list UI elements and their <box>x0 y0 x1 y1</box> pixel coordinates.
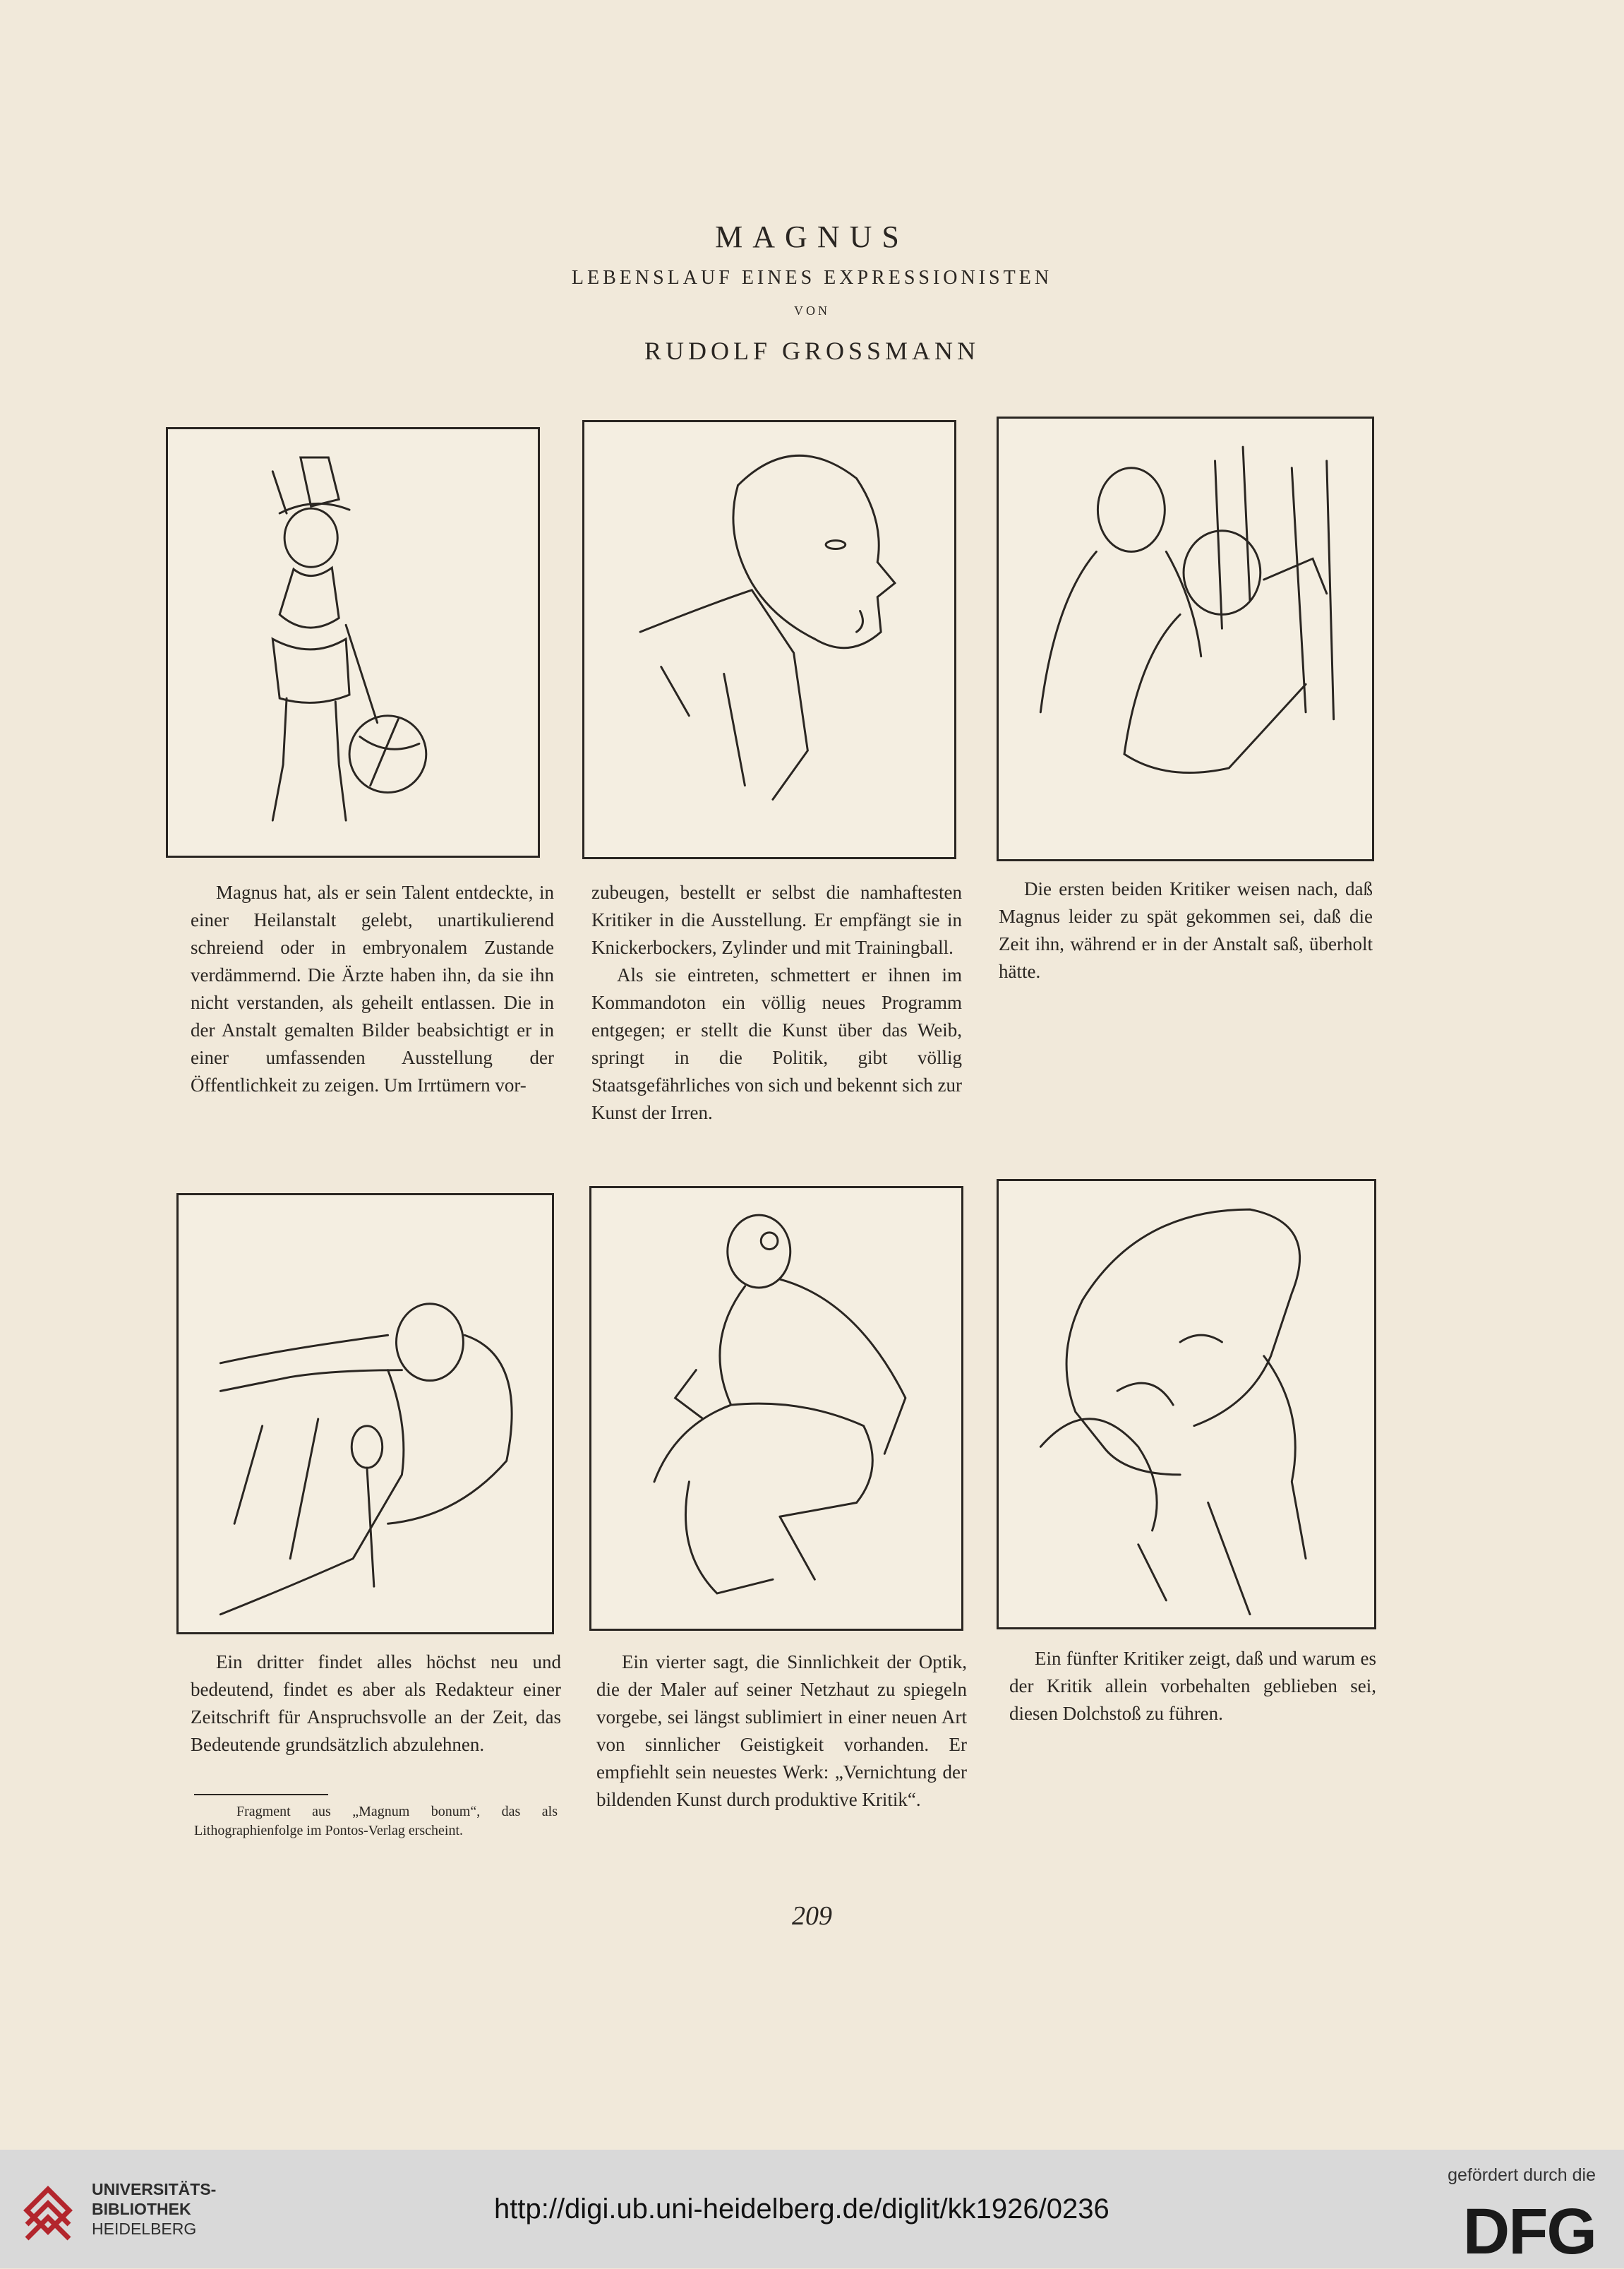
paragraph: Als sie eintreten, schmettert er ihnen im Kommandoton ein völlig neues Programm entgegen; er stellt die Kunst über das Weib, springt in die Politik, gibt völlig Staatsgefährliches von sich und bekennt sich zur Kunst der Irren. <box>591 964 962 1123</box>
dfg-logo: DFG <box>1462 2196 1596 2268</box>
illustration-reclining-man <box>176 1193 554 1634</box>
paragraph: Ein vierter sagt, die Sinnlichkeit der Optik, die der Maler auf seiner Netzhaut zu spiegeln vorgebe, sei längst sublimiert in einer neuen Art von sinnlicher Geistigkeit vorhanden. Er empfiehlt sein neuestes Werk: „Vernichtung der bildenden Kunst durch produktive Kritik“. <box>596 1651 967 1810</box>
page-number: 209 <box>792 1901 832 1931</box>
text-column-5 <box>596 1648 967 1814</box>
article-title: MAGNUS <box>715 220 909 254</box>
illustration-shouting-man <box>582 420 956 859</box>
text-column-1 <box>191 879 554 1099</box>
paragraph: Ein dritter findet alles höchst neu und bedeutend, findet es aber als Redakteur einer Zeitschrift für Anspruchsvolle an der Zeit, das Bedeutende grundsätzlich abzulehnen. <box>191 1651 561 1755</box>
text-column-3 <box>999 875 1373 986</box>
footnote: Fragment aus „Magnum bonum“, das als Lithographienfolge im Pontos-Verlag erscheint. <box>194 1804 558 1838</box>
illustration-seated-man <box>589 1186 963 1631</box>
illustration-fifth-critic <box>997 1179 1376 1629</box>
article-by-word: VON <box>794 304 830 318</box>
drawing-man-with-glasses <box>591 1188 961 1629</box>
library-name-line: HEIDELBERG <box>92 2220 197 2238</box>
illustration-two-critics <box>997 417 1374 861</box>
university-library-name <box>92 2179 216 2239</box>
text-column-4 <box>191 1648 561 1759</box>
text-column-6 <box>1009 1645 1376 1728</box>
paragraph: Ein fünfter Kritiker zeigt, daß und warum es der Kritik allein vorbehalten geblieben sei, diesen Dolchstoß zu führen. <box>1009 1648 1376 1724</box>
paragraph: Die ersten beiden Kritiker weisen nach, daß Magnus leider zu spät gekommen sei, daß die Zeit ihn, während er in der Anstalt saß, überholt hätte. <box>999 878 1373 982</box>
footnote-rule <box>194 1794 328 1795</box>
drawing-hand-on-head <box>999 1181 1374 1627</box>
illustration-magnus-with-ball <box>166 427 540 858</box>
footer-bar <box>0 2150 1624 2268</box>
drawing-two-men <box>999 419 1372 859</box>
university-library-logo-icon <box>20 2168 75 2246</box>
article-author: RUDOLF GROSSMANN <box>644 337 980 365</box>
drawing-profile-head <box>584 422 954 857</box>
library-name-line: BIBLIOTHEK <box>92 2200 191 2218</box>
drawing-figure-top-hat <box>168 429 538 856</box>
library-name-line: UNIVERSITÄTS- <box>92 2180 217 2198</box>
text-column-2 <box>591 879 962 1127</box>
drawing-man-in-armchair <box>179 1195 552 1632</box>
article-subtitle: LEBENSLAUF EINES EXPRESSIONISTEN <box>571 267 1053 289</box>
funding-note: gefördert durch die <box>1448 2165 1596 2185</box>
paragraph: zubeugen, bestellt er selbst die namhaftesten Kritiker in die Ausstellung. Er empfängt sie in Knickerbockers, Zylinder und mit Trainingball. <box>591 882 962 958</box>
permalink-url[interactable]: http://digi.ub.uni-heidelberg.de/diglit/kk1926/0236 <box>494 2193 1109 2225</box>
paragraph: Magnus hat, als er sein Talent entdeckte, in einer Heilanstalt gelebt, unartikulierend schreiend oder in embryonalem Zustande verdämmernd. Die Ärzte haben ihn, da sie ihn nicht verstanden, als geheilt entlassen. Die in der Anstalt gemalten Bilder beabsichtigt er in einer umfassenden Ausstellung der Öffentlichkeit zu zeigen. Um Irrtümern vor- <box>191 882 554 1096</box>
